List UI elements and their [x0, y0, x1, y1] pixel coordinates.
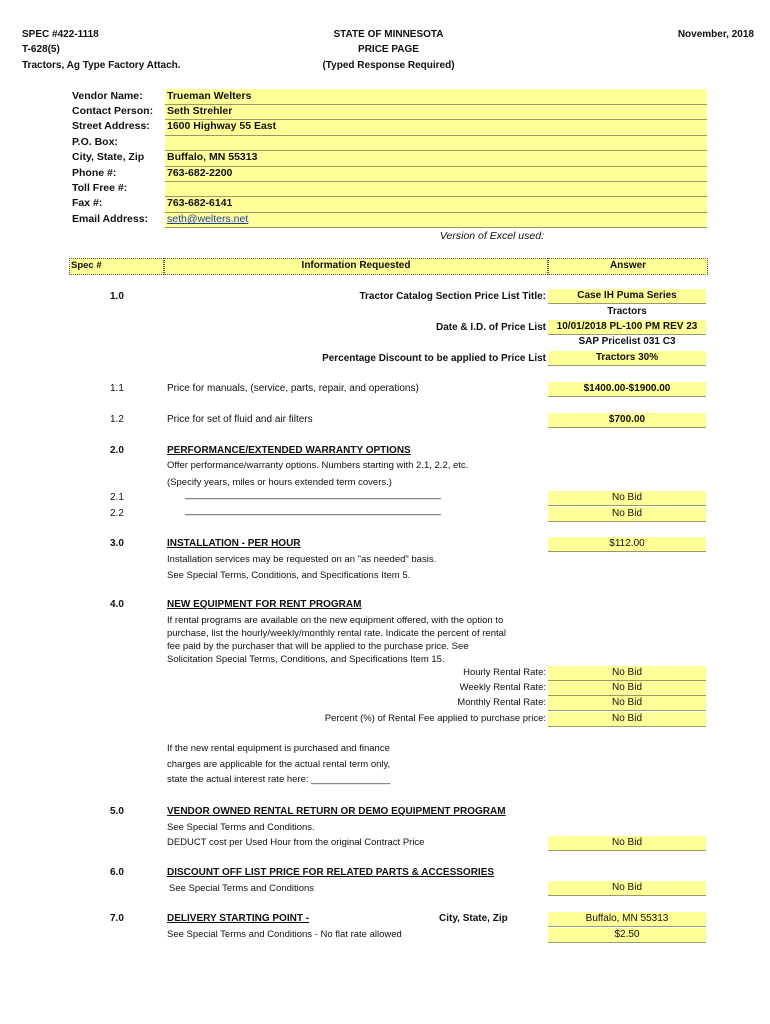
contact-person-label: Contact Person:	[72, 105, 154, 117]
warranty-2-1-blank: ______________________________________________	[185, 489, 441, 500]
rental-text-1: If rental programs are available on the new equipment offered, with the option to	[167, 615, 504, 626]
section-2-2-number: 2.2	[110, 508, 124, 519]
price-list-date-label: Date & I.D. of Price List	[435, 322, 546, 333]
excel-version-note: Version of Excel used:	[439, 230, 544, 242]
demo-program-answer[interactable]: No Bid	[548, 836, 706, 851]
warranty-2-1-answer[interactable]: No Bid	[548, 491, 706, 506]
finance-text-1: If the new rental equipment is purchased and finance	[167, 743, 390, 754]
catalog-title-label: Tractor Catalog Section Price List Title:	[359, 291, 546, 302]
catalog-title-answer[interactable]: Case IH Puma Series	[548, 289, 706, 304]
delivery-city-answer[interactable]: Buffalo, MN 55313	[548, 912, 706, 927]
installation-text-1: Installation services may be requested on an "as needed" basis.	[167, 554, 437, 565]
vendor-name-label: Vendor Name:	[72, 90, 143, 102]
phone-field[interactable]: 763-682-2200	[167, 167, 233, 179]
warranty-text-2: (Specify years, miles or hours extended term covers.)	[167, 477, 392, 488]
fax-field[interactable]: 763-682-6141	[167, 197, 233, 209]
section-5-number: 5.0	[110, 806, 124, 817]
rental-text-3: fee paid by the purchaser that will be applied to the purchase price. See	[167, 641, 469, 652]
filters-price-answer[interactable]: $700.00	[548, 413, 706, 428]
demo-text-2: DEDUCT cost per Used Hour from the original Contract Price	[167, 837, 425, 848]
vendor-name-field[interactable]: Trueman Welters	[167, 90, 252, 102]
rental-percent-answer[interactable]: No Bid	[548, 712, 706, 727]
city-state-zip-field[interactable]: Buffalo, MN 55313	[167, 151, 258, 163]
email-link[interactable]: seth@welters.net	[167, 213, 249, 225]
warranty-2-2-answer[interactable]: No Bid	[548, 507, 706, 522]
delivery-rate-answer[interactable]: $2.50	[548, 928, 706, 943]
rental-text-2: purchase, list the hourly/weekly/monthly rental rate. Indicate the percent of rental	[167, 628, 507, 639]
info-column-header: Information Requested	[164, 258, 548, 275]
po-box-label: P.O. Box:	[72, 136, 118, 148]
warranty-title: PERFORMANCE/EXTENDED WARRANTY OPTIONS	[167, 445, 411, 456]
demo-text-1: See Special Terms and Conditions.	[167, 822, 315, 833]
t-number: T-628(5)	[22, 44, 60, 55]
delivery-title: DELIVERY STARTING POINT -	[167, 913, 310, 924]
delivery-city-label: City, State, Zip	[439, 913, 508, 924]
section-7-number: 7.0	[110, 913, 124, 924]
phone-label: Phone #:	[72, 167, 117, 179]
rental-program-title: NEW EQUIPMENT FOR RENT PROGRAM	[167, 599, 362, 610]
section-2-number: 2.0	[110, 445, 124, 456]
weekly-rate-label: Weekly Rental Rate:	[459, 682, 546, 693]
section-6-number: 6.0	[110, 867, 124, 878]
installation-answer[interactable]: $112.00	[548, 537, 706, 552]
section-1-1-number: 1.1	[110, 383, 124, 394]
demo-program-title: VENDOR OWNED RENTAL RETURN OR DEMO EQUIPMENT PROGRAM	[167, 806, 506, 817]
email-label: Email Address:	[72, 213, 149, 225]
manuals-price-answer[interactable]: $1400.00-$1900.00	[548, 382, 706, 397]
delivery-text: See Special Terms and Conditions - No flat rate allowed	[167, 929, 402, 940]
document-date: November, 2018	[677, 29, 754, 40]
parts-discount-answer[interactable]: No Bid	[548, 881, 706, 896]
answer-column-header: Answer	[548, 258, 708, 275]
street-address-label: Street Address:	[72, 120, 150, 132]
warranty-text-1: Offer performance/warranty options. Numbers starting with 2.1, 2.2, etc.	[167, 460, 469, 471]
manuals-price-text: Price for manuals, (service, parts, repair, and operations)	[167, 383, 419, 394]
parts-discount-title: DISCOUNT OFF LIST PRICE FOR RELATED PARTS & ACCESSORIES	[167, 867, 495, 878]
weekly-rate-answer[interactable]: No Bid	[548, 681, 706, 696]
discount-answer[interactable]: Tractors 30%	[548, 351, 706, 366]
filters-price-text: Price for set of fluid and air filters	[167, 414, 313, 425]
section-3-number: 3.0	[110, 538, 124, 549]
monthly-rate-answer[interactable]: No Bid	[548, 696, 706, 711]
city-state-zip-label: City, State, Zip	[72, 151, 145, 163]
spec-column-header: Spec #	[69, 258, 164, 275]
installation-text-2: See Special Terms, Conditions, and Specifications Item 5.	[167, 570, 411, 581]
section-1-2-number: 1.2	[110, 414, 124, 425]
installation-title: INSTALLATION - PER HOUR	[167, 538, 301, 549]
catalog-title-answer-line2: Tractors	[607, 306, 647, 317]
discount-label: Percentage Discount to be applied to Price List	[322, 353, 546, 364]
price-list-date-answer[interactable]: 10/01/2018 PL-100 PM REV 23	[548, 320, 706, 335]
category-title: Tractors, Ag Type Factory Attach.	[22, 60, 181, 71]
price-list-id-answer: SAP Pricelist 031 C3	[578, 336, 676, 347]
section-1-number: 1.0	[110, 291, 124, 302]
hourly-rate-label: Hourly Rental Rate:	[463, 667, 546, 678]
page-title: PRICE PAGE	[358, 44, 419, 55]
section-2-1-number: 2.1	[110, 492, 124, 503]
contact-person-field[interactable]: Seth Strehler	[167, 105, 233, 117]
hourly-rate-answer[interactable]: No Bid	[548, 666, 706, 681]
rental-percent-label: Percent (%) of Rental Fee applied to purchase price:	[324, 713, 546, 724]
toll-free-label: Toll Free #:	[72, 182, 128, 194]
response-note: (Typed Response Required)	[322, 60, 455, 71]
finance-text-2: charges are applicable for the actual rental term only,	[167, 759, 391, 770]
section-4-number: 4.0	[110, 599, 124, 610]
street-address-field[interactable]: 1600 Highway 55 East	[167, 120, 277, 132]
rental-text-4: Solicitation Special Terms, Conditions, and Specifications Item 15.	[167, 654, 445, 665]
parts-discount-text: See Special Terms and Conditions	[169, 883, 315, 894]
spec-number: SPEC #422-1118	[22, 29, 99, 40]
state-title: STATE OF MINNESOTA	[333, 29, 444, 40]
warranty-2-2-blank: ______________________________________________	[185, 505, 441, 516]
finance-text-3: state the actual interest rate here: _______________	[167, 774, 391, 785]
monthly-rate-label: Monthly Rental Rate:	[457, 697, 546, 708]
fax-label: Fax #:	[72, 197, 103, 209]
